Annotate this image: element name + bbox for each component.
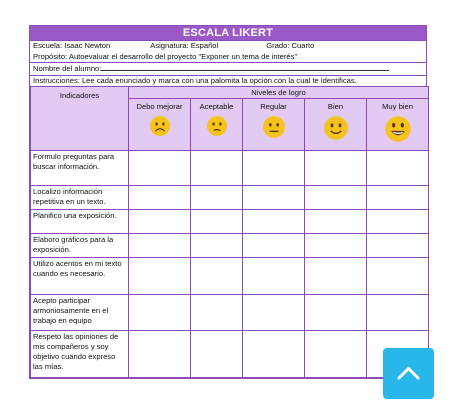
level-label: Aceptable: [199, 102, 234, 111]
indicator-cell: Localizo información repetitiva en un texto.: [31, 186, 129, 210]
slightly-sad-face-icon: [206, 115, 228, 137]
student-row: [30, 62, 426, 75]
big-smile-face-icon: [384, 115, 412, 143]
check-cell[interactable]: [367, 210, 429, 234]
table-row: [31, 234, 429, 258]
levels-header: Niveles de logro: [129, 87, 429, 99]
check-cell[interactable]: [243, 295, 305, 331]
check-cell[interactable]: [129, 210, 191, 234]
table-row: [31, 258, 429, 295]
info-row-school: [30, 40, 426, 52]
instructions-text: Instrucciones: Lee cada enunciado y marca con una palomita la opción con la cual te identificas.: [30, 75, 426, 87]
scroll-to-top-button[interactable]: [383, 348, 434, 399]
level-regular: [243, 99, 305, 151]
level-label: Muy bien: [382, 102, 413, 111]
subject-text: Asignatura: Español: [150, 41, 219, 50]
table-row: [31, 295, 429, 331]
check-cell[interactable]: [305, 186, 367, 210]
purpose-text: Propósito: Autoevaluar el desarrollo del proyecto "Exponer un tema de interés": [33, 51, 298, 61]
check-cell[interactable]: [243, 210, 305, 234]
indicator-cell: Elaboro gráficos para la exposición.: [31, 234, 129, 258]
level-muy-bien: [367, 99, 429, 151]
check-cell[interactable]: [129, 258, 191, 295]
check-cell[interactable]: [367, 151, 429, 186]
check-cell[interactable]: [129, 234, 191, 258]
level-label: Regular: [260, 102, 287, 111]
likert-table: [30, 86, 429, 378]
level-label: Debo mejorar: [136, 102, 183, 111]
check-cell[interactable]: [191, 331, 243, 378]
check-cell[interactable]: [367, 295, 429, 331]
check-cell[interactable]: [191, 151, 243, 186]
check-cell[interactable]: [191, 210, 243, 234]
check-cell[interactable]: [305, 151, 367, 186]
table-row: [31, 210, 429, 234]
smile-face-icon: [323, 115, 349, 141]
check-cell[interactable]: [305, 331, 367, 378]
check-cell[interactable]: [191, 258, 243, 295]
indicator-cell: Utilizo acentos en mi texto cuando es necesario.: [31, 258, 129, 295]
table-row: [31, 186, 429, 210]
check-cell[interactable]: [129, 331, 191, 378]
check-cell[interactable]: [129, 295, 191, 331]
grade-text: Grado: Cuarto: [266, 41, 315, 50]
check-cell[interactable]: [367, 258, 429, 295]
check-cell[interactable]: [191, 234, 243, 258]
check-cell[interactable]: [129, 151, 191, 186]
indicator-cell: Planifico una exposición.: [31, 210, 129, 234]
likert-sheet: [29, 25, 427, 379]
sheet-title: ESCALA LIKERT: [30, 26, 426, 40]
student-name-line[interactable]: [101, 63, 389, 71]
neutral-face-icon: [262, 115, 286, 139]
check-cell[interactable]: [129, 186, 191, 210]
check-cell[interactable]: [305, 234, 367, 258]
check-cell[interactable]: [305, 258, 367, 295]
check-cell[interactable]: [305, 295, 367, 331]
check-cell[interactable]: [243, 331, 305, 378]
table-row: [31, 331, 429, 378]
indicators-header: Indicadores: [31, 87, 129, 151]
check-cell[interactable]: [305, 210, 367, 234]
sad-face-icon: [149, 115, 171, 137]
table-row: [31, 151, 429, 186]
level-label: Bien: [327, 102, 344, 111]
level-aceptable: [191, 99, 243, 151]
indicator-cell: Respeto las opiniones de mis compañeros y soy objetivo cuando expreso las mías.: [31, 331, 129, 378]
level-bien: [305, 99, 367, 151]
check-cell[interactable]: [243, 234, 305, 258]
indicator-cell: Formulo preguntas para buscar información.: [31, 151, 129, 186]
check-cell[interactable]: [243, 258, 305, 295]
chevron-up-icon: [396, 363, 421, 383]
indicator-cell: Acepto participar armoniosamente en el trabajo en equipo: [31, 295, 129, 331]
check-cell[interactable]: [367, 186, 429, 210]
check-cell[interactable]: [191, 186, 243, 210]
school-text: Escuela: Isaac Newton: [33, 41, 111, 50]
check-cell[interactable]: [191, 295, 243, 331]
check-cell[interactable]: [243, 186, 305, 210]
student-name-label: Nombre del alumno:: [33, 64, 102, 73]
check-cell[interactable]: [243, 151, 305, 186]
check-cell[interactable]: [367, 234, 429, 258]
level-debo-mejorar: [129, 99, 191, 151]
